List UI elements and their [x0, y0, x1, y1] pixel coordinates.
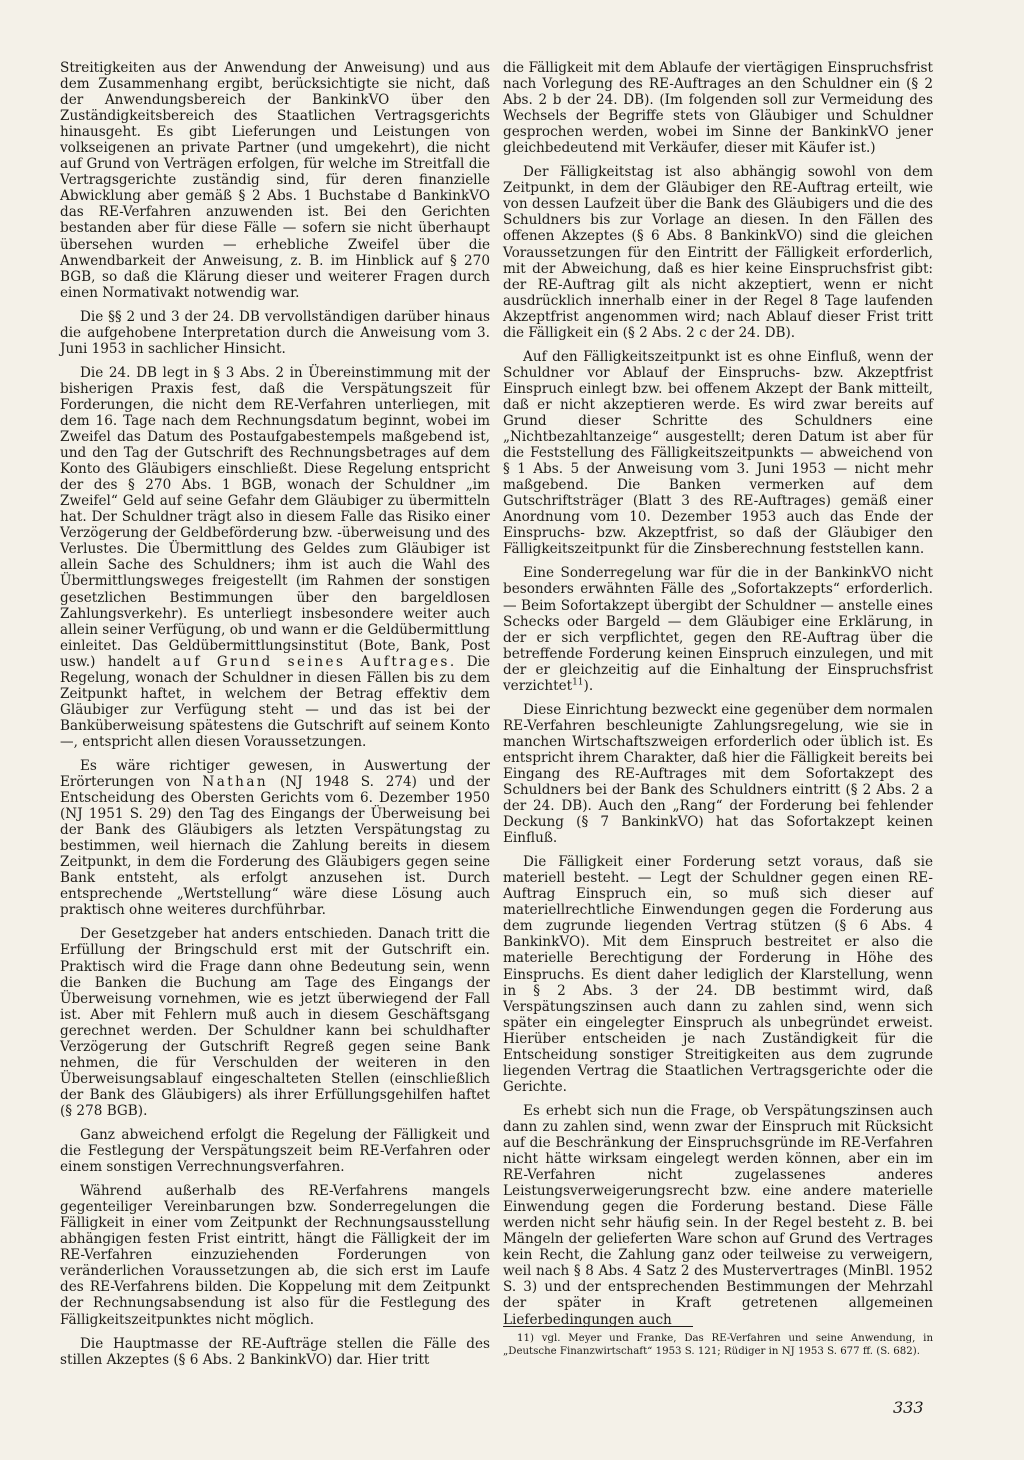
paragraph: Es erhebt sich nun die Frage, ob Verspätungszinsen auch dann zu zahlen sind, wenn zwar der Einspruch mit Rücksicht auf die Beschränkung der Einspruchsgründe im RE-Verfahren nicht hätte wirksam eingelegt werden können, aber ein im RE-Verfahren nicht zugelassenes anderes Leistungsverweigerungsrecht bzw. eine andere materielle Einwendung gegen die Forderung bestand. Diese Fälle werden nicht sehr häufig sein. In der Regel besteht z. B. bei Mängeln der gelieferten Ware schon auf Grund des Vertrages kein Recht, die Zahlung ganz oder teilweise zu verweigern, weil nach § 8 Abs. 4 Satz 2 des Mustervertrages (MinBl. 1952 S. 3) und der entsprechenden Bestimmungen der Mehrzahl der später in Kraft getretenen allgemeinen Lieferbedingungen auch [503, 1102, 933, 1328]
footnote-ref: 11 [572, 677, 584, 688]
text-run: Es wäre richtiger gewesen, in Auswertung der Erörterungen von [60, 757, 490, 791]
paragraph: Ganz abweichend erfolgt die Regelung der Fälligkeit und die Festlegung der Verspätungszeit beim RE-Verfahren oder einem sonstigen Verrechnungsverfahren. [60, 1127, 490, 1176]
spaced-emphasis: Nathan [202, 774, 269, 791]
left-column [60, 60, 490, 1376]
paragraph: Der Gesetzgeber hat anders entschieden. Danach tritt die Erfüllung der Bringschuld erst mit der Gutschrift ein. Praktisch wird die Frage dann ohne Bedeutung sein, wenn die Banken die Buchung am Tage des Eingangs der Überweisung vornehmen, wie es jetzt überwiegend der Fall ist. Aber mit Fehlern muß auch in diesem Geschäftsgang gerechnet werden. Der Schuldner kann bei schuldhafter Verzögerung der Gutschrift Regreß gegen seine Bank nehmen, die für Verschulden der weiteren in den Überweisungsablauf eingeschalteten Stellen (einschließlich der Bank des Gläubigers) als ihrer Erfüllungsgehilfen haftet (§ 278 BGB). [60, 926, 490, 1119]
spaced-emphasis: auf Grund seines Auftrages [172, 653, 450, 670]
paragraph: Diese Einrichtung bezweckt eine gegenüber dem normalen RE-Verfahren beschleunigte Zahlungsregelung, wie sie in manchen Wirtschaftszweigen erforderlich oder üblich ist. Es entspricht ihrem Charakter, daß hier die Fälligkeit bereits bei Eingang des RE-Auftrages mit dem Sofortakzept des Schuldners bei der Bank des Schuldners eintritt (§ 2 Abs. 2 a der 24. DB). Auch den „Rang“ der Forderung bei fehlender Deckung (§ 7 BankinkVO) hat das Sofortakzept keinen Einfluß. [503, 701, 933, 847]
paragraph: Die Fälligkeit einer Forderung setzt voraus, daß sie materiell besteht. — Legt der Schuldner gegen einen RE-Auftrag Einspruch ein, so muß sich dieser auf materiellrechtliche Einwendungen gegen die Forderung aus dem zugrunde liegenden Vertrag stützen (§ 6 Abs. 4 BankinkVO). Mit dem Einspruch bestreitet er also die materielle Berechtigung der Forderung in Höhe des Einspruchs. Es dient daher lediglich der Klarstellung, wenn in § 2 Abs. 3 der 24. DB bestimmt wird, daß Verspätungszinsen auch dann zu zahlen sind, wenn sich später ein eingelegter Einspruch als unbegründet erweist. Hierüber entscheiden je nach Zuständigkeit für die Entscheidung sonstiger Streitigkeiten aus dem zugrunde liegenden Vertrag die Staatlichen Vertragsgerichte oder die Gerichte. [503, 854, 933, 1095]
paragraph: die Fälligkeit mit dem Ablaufe der viertägigen Einspruchsfrist nach Vorlegung des RE-Auftrages an den Schuldner ein (§ 2 Abs. 2 b der 24. DB). (Im folgenden soll zur Vermeidung des Wechsels der Begriffe stets von Gläubiger und Schuldner gesprochen werden, wobei im Sinne der BankinkVO jener gleichbedeutend mit Verkäufer, dieser mit Käufer ist.) [503, 60, 933, 157]
text-run: Eine Sonderregelung war für die in der BankinkVO nicht besonders erwähnten Fälle des „Sofortakzepts“ erforderlich. — Beim Sofortakzept übergibt der Schuldner — anstelle eines Schecks oder Bargeld — dem Gläubiger eine Erklärung, in der er sich verpflichtet, gegen den RE-Auftrag über die betreffende Forderung keinen Einspruch einzulegen, und mit der er gleichzeitig auf die Einhaltung der Einspruchsfrist verzichtet [503, 565, 933, 694]
paragraph [60, 365, 490, 750]
paragraph [503, 565, 933, 693]
text-run: ). [583, 677, 594, 694]
text-run: Die 24. DB legt in § 3 Abs. 2 in Übereinstimmung mit der bisherigen Praxis fest, daß die Verspätungszeit für Forderungen, die nicht dem RE-Verfahren unterliegen, mit dem 16. Tage nach dem Rechnungsdatum beginnt, wobei im Zweifel das Datum des Postaufgabestempels maßgebend ist, und den Tag der Gutschrift des Rechnungsbetrages auf dem Konto des Gläubigers einschließt. Diese Regelung entspricht der des § 270 Abs. 1 BGB, wonach der Schuldner „im Zweifel“ Geld auf seine Gefahr dem Gläubiger zu übermitteln hat. Der Schuldner trägt also in diesem Falle das Risiko einer Verzögerung der Geldbeförderung bzw. -überweisung und des Verlustes. Die Übermittlung des Geldes zum Gläubiger ist allein Sache des Schuldners; ihm ist auch die Wahl des Übermittlungsweges freigestellt (im Rahmen der sonstigen gesetzlichen Bestimmungen über den bargeldlosen Zahlungsverkehr). Es unterliegt insbesondere weiter auch allein seiner Verfügung, ob und wann er die Geldübermittlung einleitet. Das Geldübermittlungsinstitut (Bote, Bank, Post usw.) handelt [60, 364, 490, 670]
text-run: . Die Regelung, wonach der Schuldner in diesen Fällen bis zu dem Zeitpunkt haftet, in welchem der Betrag effektiv dem Gläubiger zur Verfügung steht — und das ist bei der Banküberweisung spätestens die Gutschrift auf seinem Konto —, entspricht allen diesen Voraussetzungen. [60, 653, 491, 750]
paragraph [60, 758, 490, 918]
paragraph: Die Hauptmasse der RE-Aufträge stellen die Fälle des stillen Akzeptes (§ 6 Abs. 2 BankinkVO) dar. Hier tritt [60, 1335, 490, 1368]
paragraph: Der Fälligkeitstag ist also abhängig sowohl von dem Zeitpunkt, in dem der Gläubiger den RE-Auftrag erteilt, wie von dessen Laufzeit über die Bank des Gläubigers und die des Schuldners bis zur Vorlage an diesen. In den Fällen des offenen Akzeptes (§ 6 Abs. 8 BankinkVO) sind die gleichen Voraussetzungen für den Eintritt der Fälligkeit erforderlich, mit der Abweichung, daß es hier keine Einspruchsfrist gibt: der RE-Auftrag gilt als nicht akzeptiert, wenn er nicht ausdrücklich innerhalb einer in der Regel 8 Tage laufenden Akzeptfrist angenommen wird; nach Ablauf dieser Frist tritt die Fälligkeit ein (§ 2 Abs. 2 c der 24. DB). [503, 164, 933, 341]
footnote: 11) vgl. Meyer und Franke, Das RE-Verfahren und seine Anwendung, in „Deutsche Finanzwirtschaft“ 1953 S. 121; Rüdiger in NJ 1953 S. 677 ff. (S. 682). [503, 1333, 933, 1358]
paragraph: Die §§ 2 und 3 der 24. DB vervollständigen darüber hinaus die aufgehobene Interpretation durch die Anweisung vom 3. Juni 1953 in sachlicher Hinsicht. [60, 308, 490, 357]
text-run: (NJ 1948 S. 274) und der Entscheidung des Obersten Gerichts vom 6. Dezember 1950 (NJ 1951 S. 29) den Tag des Eingangs der Überweisung bei der Bank des Gläubigers als letzten Verspätungstag zu bestimmen, weil hiernach die Zahlung bereits in diesem Zeitpunkt, in dem die Forderung des Gläubigers gegen seine Bank entsteht, als erfolgt anzusehen ist. Durch entsprechende „Wertstellung“ wäre diese Lösung auch praktisch ohne weiteres durchführbar. [60, 774, 491, 919]
right-column [503, 60, 933, 1336]
paragraph: Streitigkeiten aus der Anwendung der Anweisung) und aus dem Zusammenhang ergibt, berücksichtigte sie nicht, daß der Anwendungsbereich der BankinkVO über den Zuständigkeitsbereich des Staatlichen Vertragsgerichts hinausgeht. Es gibt Lieferungen und Leistungen von volkseigenen an private Partner (und umgekehrt), die nicht auf Grund von Verträgen erfolgen, für welche im Streitfall die Vertragsgerichte zuständig sind, für deren finanzielle Abwicklung aber gemäß § 2 Abs. 1 Buchstabe d BankinkVO das RE-Verfahren anzuwenden ist. Bei den Gerichten bestanden aber für diese Fälle — sofern sie nicht überhaupt übersehen wurden — erhebliche Zweifel über die Anwendbarkeit der Anweisung, z. B. im Hinblick auf § 270 BGB, so daß die Klärung dieser und weiterer Fragen durch einen Normativakt notwendig war. [60, 60, 490, 301]
page-number: 333 [893, 1398, 924, 1417]
footnote-divider [503, 1326, 693, 1327]
paragraph: Auf den Fälligkeitszeitpunkt ist es ohne Einfluß, wenn der Schuldner vor Ablauf der Einspruchs- bzw. Akzeptfrist Einspruch einlegt bzw. bei offenem Akzept der Bank mitteilt, daß er nicht akzeptieren werde. Es wird zwar bereits auf Grund dieser Schritte des Schuldners eine „Nichtbezahltanzeige“ ausgestellt; deren Datum ist aber für die Feststellung des Fälligkeitszeitpunkts — abweichend von § 1 Abs. 5 der Anweisung vom 3. Juni 1953 — nicht mehr maßgebend. Die Banken vermerken auf dem Gutschriftsträger (Blatt 3 des RE-Auftrages) gemäß einer Anordnung vom 10. Dezember 1953 auch das Ende der Einspruchs- bzw. Akzeptfrist, so daß der Gläubiger den Fälligkeitszeitpunkt für die Zinsberechnung feststellen kann. [503, 348, 933, 558]
paragraph: Während außerhalb des RE-Verfahrens mangels gegenteiliger Vereinbarungen bzw. Sonderregelungen die Fälligkeit in einer vom Zeitpunkt der Rechnungsausstellung abhängigen festen Frist eintritt, hängt die Fälligkeit der im RE-Verfahren einzuziehenden Forderungen von veränderlichen Voraussetzungen ab, die sich erst im Laufe des RE-Verfahrens bilden. Die Koppelung mit dem Zeitpunkt der Rechnungsabsendung ist also für die Festlegung des Fälligkeitszeitpunktes nicht möglich. [60, 1183, 490, 1328]
